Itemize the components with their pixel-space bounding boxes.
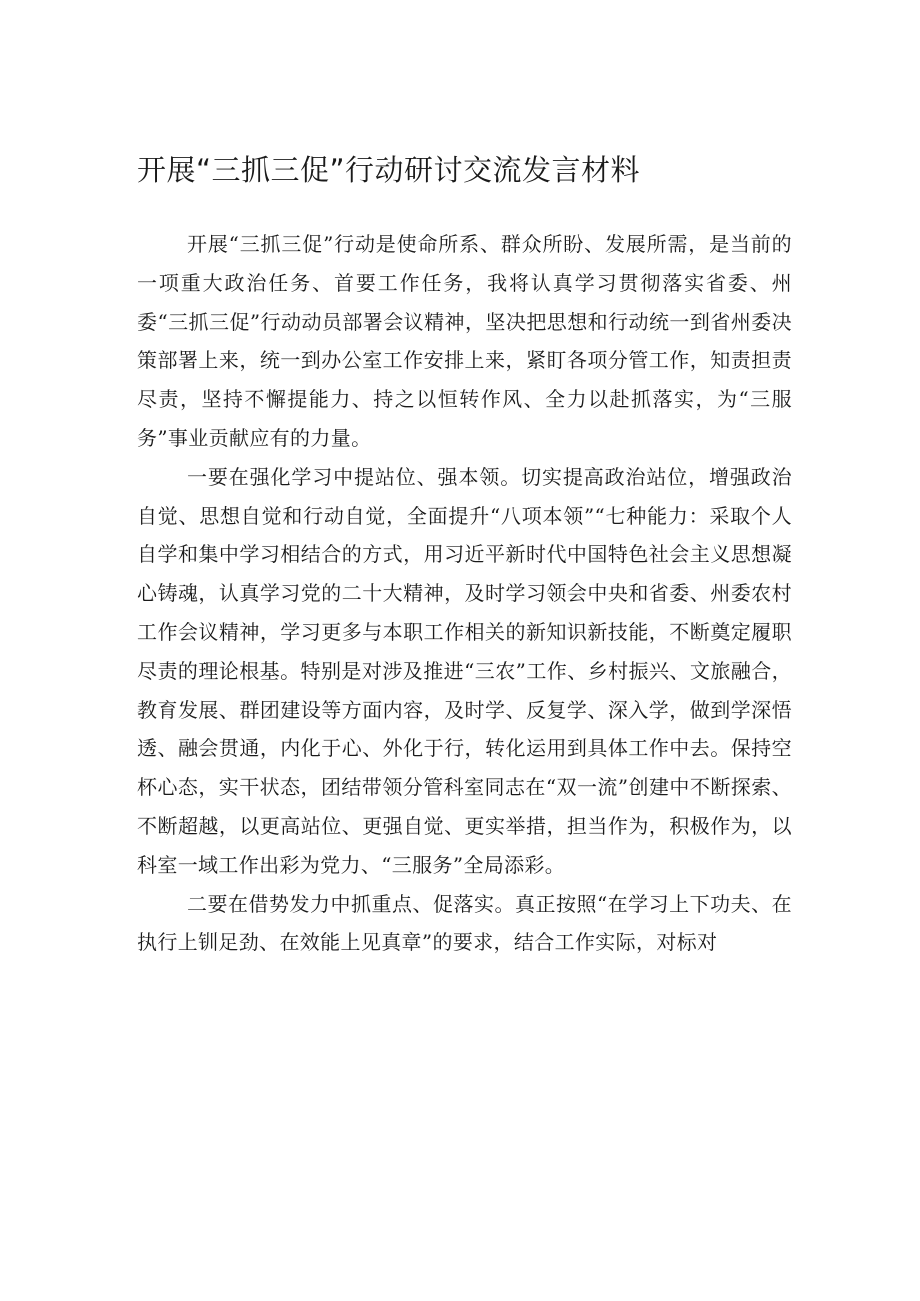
document-title: 开展“三抓三促”行动研讨交流发言材料 [137, 153, 641, 187]
paragraph-intro: 开展“三抓三促”行动是使命所系、群众所盼、发展所需，是当前的一项重大政治任务、首要工作任务，我将认真学习贯彻落实省委、州委“三抓三促”行动动员部署会议精神，坚决把思想和行动统一到省州委决策部署上来，统一到办公室工作安排上来，紧盯各项分管工作，知责担责尽责，坚持不懈提能力、持之以恒转作风、全力以赴抓落实，为“三服务”事业贡献应有的力量。 [137, 232, 792, 450]
document-body [137, 225, 792, 962]
paragraph-point-one: 一要在强化学习中提站位、强本领。切实提高政治站位，增强政治自觉、思想自觉和行动自觉，全面提升“八项本领”“七种能力：采取个人自学和集中学习相结合的方式，用习近平新时代中国特色社会主义思想凝心铸魂，认真学习党的二十大精神，及时学习领会中央和省委、州委农村工作会议精神，学习更多与本职工作相关的新知识新技能，不断奠定履职尽责的理论根基。特别是对涉及推进“三农”工作、乡村振兴、文旅融合，教育发展、群团建设等方面内容，及时学、反复学、深入学，做到学深悟透、融会贯通，内化于心、外化于行，转化运用到具体工作中去。保持空杯心态，实干状态，团结带领分管科室同志在“双一流”创建中不断探索、不断超越，以更高站位、更强自觉、更实举措，担当作为，积极作为，以科室一域工作出彩为党力、“三服务”全局添彩。 [137, 464, 792, 877]
paragraph-point-two: 二要在借势发力中抓重点、促落实。真正按照“在学习上下功夫、在执行上钏足劲、在效能上见真章”的要求，结合工作实际，对标对 [137, 891, 792, 955]
